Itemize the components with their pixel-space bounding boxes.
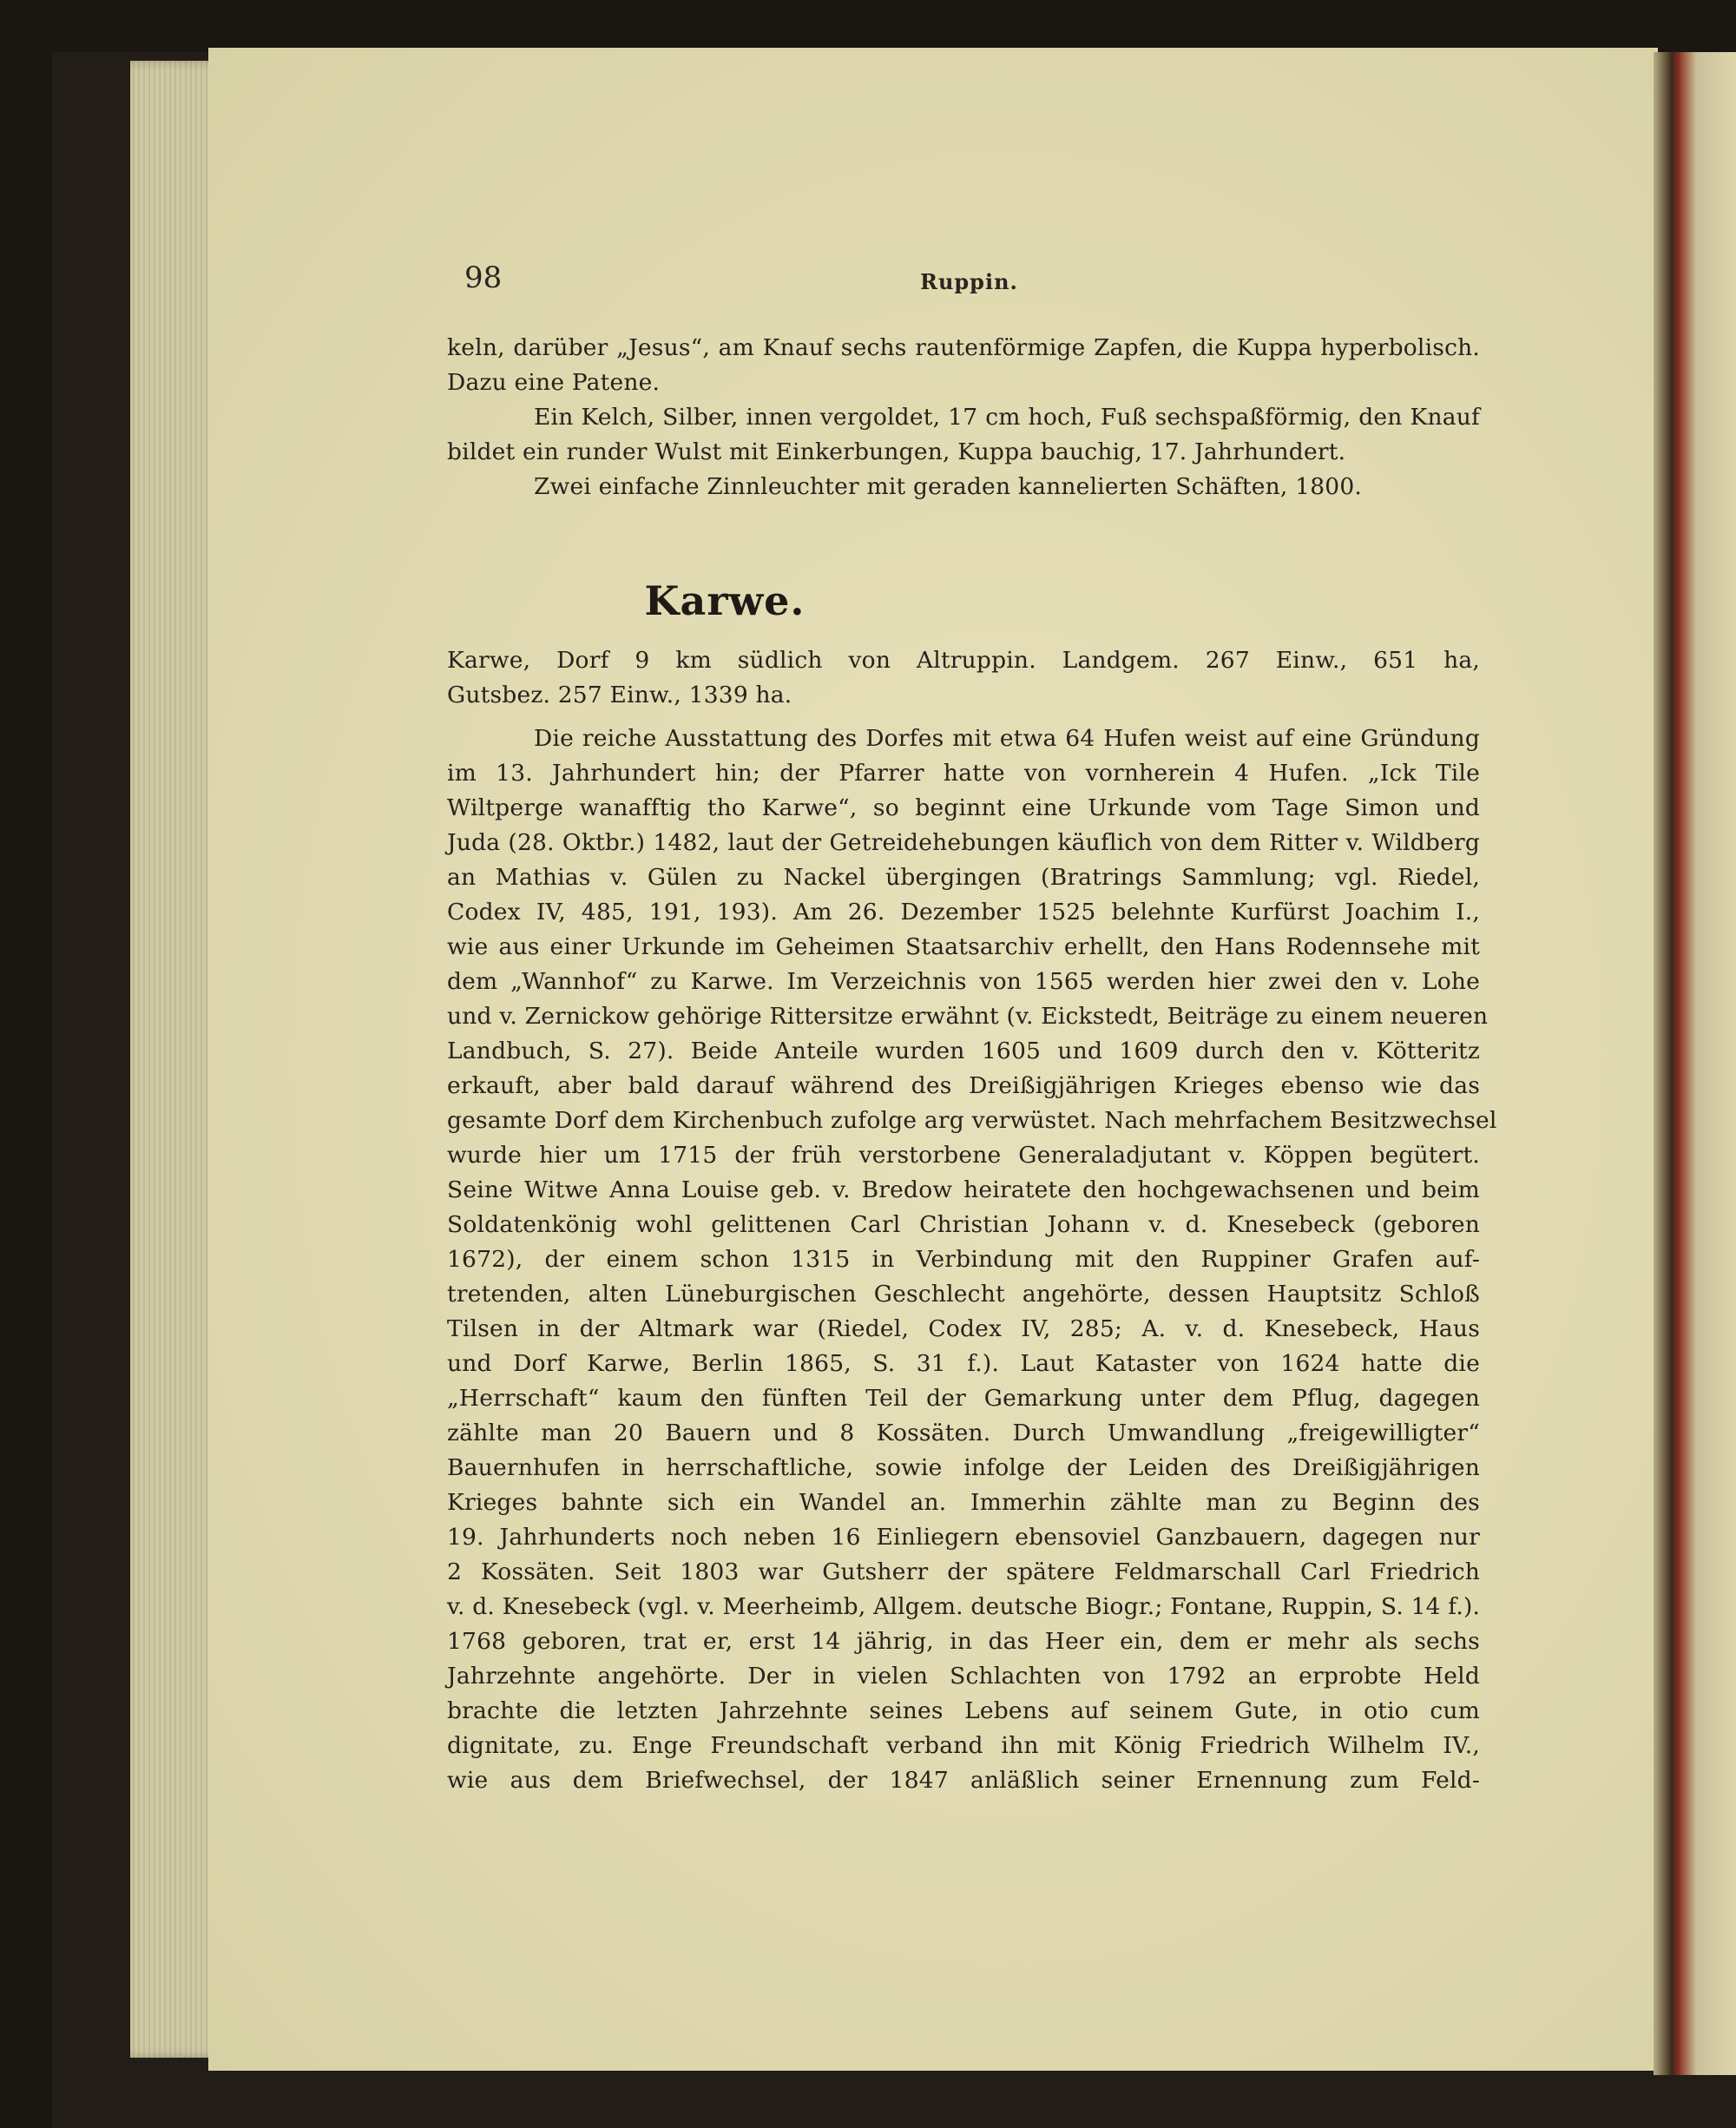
body-line: im 13. Jahrhundert hin; der Pfarrer hatte von vornherein 4 Hufen. „Ick Tile bbox=[447, 760, 1480, 787]
body-line: wie aus dem Briefwechsel, der 1847 anläßlich seiner Ernennung zum Feld- bbox=[447, 1767, 1480, 1794]
body-line: dignitate, zu. Enge Freundschaft verband ihn mit König Friedrich Wilhelm IV., bbox=[447, 1732, 1480, 1759]
body-line: wurde hier um 1715 der früh verstorbene Generaladjutant v. Köppen begütert. bbox=[447, 1142, 1480, 1169]
body-line: Seine Witwe Anna Louise geb. v. Bredow heiratete den hochgewachsenen und beim bbox=[447, 1176, 1480, 1203]
section-title: Karwe. bbox=[644, 577, 806, 624]
body-line: wie aus einer Urkunde im Geheimen Staatsarchiv erhellt, den Hans Rodennsehe mit bbox=[447, 933, 1480, 960]
body-line: und v. Zernickow gehörige Rittersitze erwähnt (v. Eickstedt, Beiträge zu einem neueren bbox=[447, 1003, 1489, 1030]
facing-page-edge bbox=[1680, 52, 1736, 2075]
page-number: 98 bbox=[464, 260, 503, 295]
body-line: 1672), der einem schon 1315 in Verbindung mit den Ruppiner Grafen auf- bbox=[447, 1246, 1480, 1273]
body-line: an Mathias v. Gülen zu Nackel übergingen (Bratrings Sammlung; vgl. Riedel, bbox=[447, 864, 1480, 891]
body-line: und Dorf Karwe, Berlin 1865, S. 31 f.). Laut Kataster von 1624 hatte die bbox=[447, 1350, 1480, 1377]
text-line: Zwei einfache Zinnleuchter mit geraden kannelierten Schäften, 1800. bbox=[534, 473, 1363, 500]
body-line: Tilsen in der Altmark war (Riedel, Codex IV, 285; A. v. d. Knesebeck, Haus bbox=[447, 1315, 1480, 1342]
body-line: tretenden, alten Lüneburgischen Geschlecht angehörte, dessen Hauptsitz Schloß bbox=[447, 1281, 1480, 1308]
body-line: gesamte Dorf dem Kirchenbuch zufolge arg verwüstet. Nach mehrfachem Besitzwechsel bbox=[447, 1107, 1497, 1134]
body-line: zählte man 20 Bauern und 8 Kossäten. Durch Umwandlung „freigewilligter“ bbox=[447, 1420, 1480, 1446]
text-block bbox=[447, 260, 1497, 1823]
book-gutter bbox=[1654, 52, 1680, 2075]
body-line: Die reiche Ausstattung des Dorfes mit etwa 64 Hufen weist auf eine Gründung bbox=[534, 725, 1480, 752]
body-line: dem „Wannhof“ zu Karwe. Im Verzeichnis von 1565 werden hier zwei den v. Lohe bbox=[447, 968, 1480, 995]
body-line: 2 Kossäten. Seit 1803 war Gutsherr der spätere Feldmarschall Carl Friedrich bbox=[447, 1558, 1480, 1585]
body-line: „Herrschaft“ kaum den fünften Teil der Gemarkung unter dem Pflug, dagegen bbox=[447, 1385, 1480, 1412]
running-head: Ruppin. bbox=[920, 269, 1018, 294]
text-line: Dazu eine Patene. bbox=[447, 369, 661, 396]
body-line: Wiltperge wanafftig tho Karwe“, so beginnt eine Urkunde vom Tage Simon und bbox=[447, 794, 1480, 821]
body-line: Landbuch, S. 27). Beide Anteile wurden 1605 und 1609 durch den v. Kötteritz bbox=[447, 1038, 1480, 1064]
intro-line: Gutsbez. 257 Einw., 1339 ha. bbox=[447, 682, 792, 708]
body-line: Jahrzehnte angehörte. Der in vielen Schlachten von 1792 an erprobte Held bbox=[447, 1663, 1480, 1690]
body-line: Bauernhufen in herrschaftliche, sowie infolge der Leiden des Dreißigjährigen bbox=[447, 1454, 1480, 1481]
body-line: brachte die letzten Jahrzehnte seines Lebens auf seinem Gute, in otio cum bbox=[447, 1697, 1480, 1724]
text-line: bildet ein runder Wulst mit Einkerbungen, Kuppa bauchig, 17. Jahrhundert. bbox=[447, 438, 1346, 465]
intro-line: Karwe, Dorf 9 km südlich von Altruppin. Landgem. 267 Einw., 651 ha, bbox=[447, 647, 1480, 674]
text-line: keln, darüber „Jesus“, am Knauf sechs rautenförmige Zapfen, die Kuppa hyperbolisch. bbox=[447, 334, 1480, 361]
body-line: Soldatenkönig wohl gelittenen Carl Christian Johann v. d. Knesebeck (geboren bbox=[447, 1211, 1480, 1238]
body-line: 1768 geboren, trat er, erst 14 jährig, in das Heer ein, dem er mehr als sechs bbox=[447, 1628, 1480, 1655]
body-line: v. d. Knesebeck (vgl. v. Meerheimb, Allgem. deutsche Biogr.; Fontane, Ruppin, S. 14 f.). bbox=[447, 1593, 1481, 1620]
body-line: erkauft, aber bald darauf während des Dreißigjährigen Krieges ebenso wie das bbox=[447, 1072, 1480, 1099]
body-line: 19. Jahrhunderts noch neben 16 Einliegern ebensoviel Ganzbauern, dagegen nur bbox=[447, 1524, 1480, 1551]
body-line: Juda (28. Oktbr.) 1482, laut der Getreidehebungen käuflich von dem Ritter v. Wildberg bbox=[447, 829, 1480, 856]
text-line: Ein Kelch, Silber, innen vergoldet, 17 cm hoch, Fuß sechspaßförmig, den Knauf bbox=[534, 404, 1480, 431]
body-line: Krieges bahnte sich ein Wandel an. Immerhin zählte man zu Beginn des bbox=[447, 1489, 1480, 1516]
body-line: Codex IV, 485, 191, 193). Am 26. Dezember 1525 belehnte Kurfürst Joachim I., bbox=[447, 899, 1480, 926]
